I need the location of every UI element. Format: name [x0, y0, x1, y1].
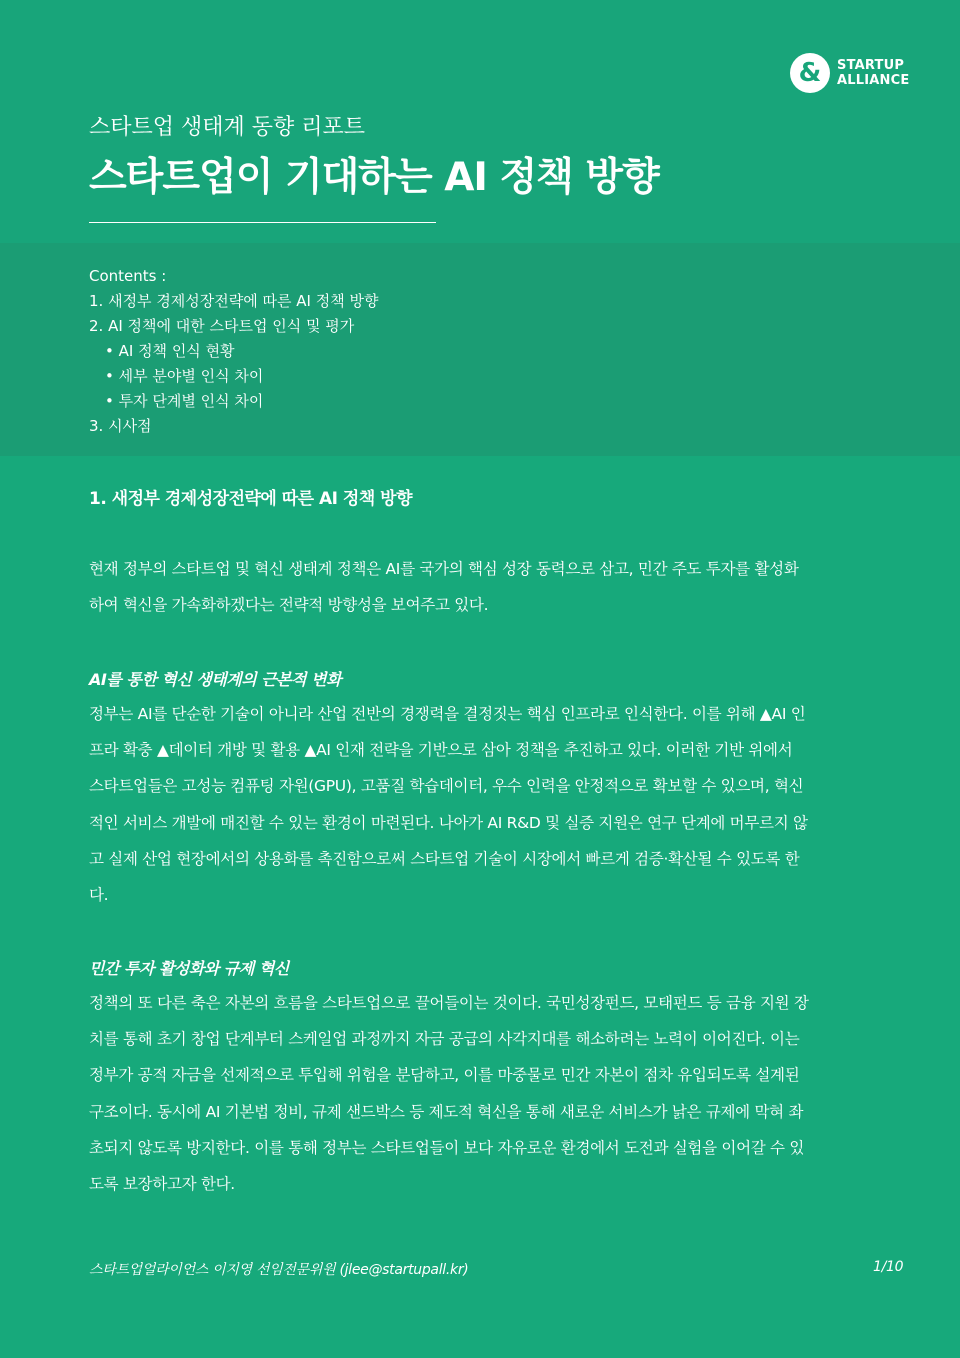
paragraph-line: 정부가 공적 자금을 선제적으로 투입해 위험을 분담하고, 이를 마중물로 민간 자본이 점차 유입되도록 설계된 [89, 1066, 800, 1085]
paragraph-line: 초되지 않도록 방지한다. 이를 통해 정부는 스타트업들이 보다 자유로운 환경에서 도전과 실험을 이어갈 수 있 [89, 1138, 805, 1157]
subsection-paragraph [89, 696, 889, 913]
paragraph-line: 고 실제 산업 현장에서의 상용화를 촉진함으로써 스타트업 기술이 시장에서 빠르게 검증·확산될 수 있도록 한 [89, 849, 800, 868]
report-subtitle: 스타트업 생태계 동향 리포트 [89, 115, 366, 140]
toc-subitem: • 세부 분야별 인식 차이 [105, 367, 264, 385]
paragraph-line: 정책의 또 다른 축은 자본의 흐름을 스타트업으로 끌어들이는 것이다. 국민성장펀드, 모태펀드 등 금융 지원 장 [89, 994, 809, 1012]
paragraph-line: 스타트업들은 고성능 컴퓨팅 자원(GPU), 고품질 학습데이터, 우수 인력을 안정적으로 확보할 수 있으며, 혁신 [89, 777, 804, 796]
toc-item: 1. 새정부 경제성장전략에 따른 AI 정책 방향 [89, 292, 379, 310]
contents-label: Contents : [89, 267, 167, 285]
toc-item: 3. 시사점 [89, 417, 152, 435]
toc-item: 2. AI 정책에 대한 스타트업 인식 및 평가 [89, 317, 355, 335]
paragraph-line: 하여 혁신을 가속화하겠다는 전략적 방향성을 보여주고 있다. [89, 596, 489, 615]
startup-alliance-logo [790, 53, 909, 93]
intro-paragraph [89, 551, 889, 623]
paragraph-line: 정부는 AI를 단순한 기술이 아니라 산업 전반의 경쟁력을 결정짓는 핵심 인프라로 인식한다. 이를 위해 ▲AI 인 [89, 705, 806, 723]
report-title: 스타트업이 기대하는 AI 정책 방향 [89, 155, 659, 200]
page-number: 1/10 [873, 1259, 904, 1275]
footer-author: 스타트업얼라이언스 이지영 선임전문위원 (jlee@startupall.kr) [89, 1262, 469, 1278]
toc-subitem: • 투자 단계별 인식 차이 [105, 392, 264, 410]
paragraph-line: 구조이다. 동시에 AI 기본법 정비, 규제 샌드박스 등 제도적 혁신을 통해 새로운 서비스가 낡은 규제에 막혀 좌 [89, 1102, 804, 1121]
subsection-paragraph [89, 985, 889, 1202]
paragraph-line: 도록 보장하고자 한다. [89, 1175, 235, 1194]
ampersand-logo-icon: & [790, 53, 830, 93]
title-divider [89, 222, 436, 223]
paragraph-line: 다. [89, 886, 109, 905]
paragraph-line: 치를 통해 초기 창업 단계부터 스케일업 과정까지 자금 공급의 사각지대를 해소하려는 노력이 이어진다. 이는 [89, 1030, 800, 1049]
paragraph-line: 현재 정부의 스타트업 및 혁신 생태계 정책은 AI를 국가의 핵심 성장 동력으로 삼고, 민간 주도 투자를 활성화 [89, 560, 799, 578]
table-of-contents [89, 264, 378, 439]
paragraph-line: 프라 확충 ▲데이터 개방 및 활용 ▲AI 인재 전략을 기반으로 삼아 정책을 추진하고 있다. 이러한 기반 위에서 [89, 741, 793, 760]
paragraph-line: 적인 서비스 개발에 매진할 수 있는 환경이 마련된다. 나아가 AI R&D 및 실증 지원은 연구 단계에 머무르지 않 [89, 813, 808, 832]
subsection-heading: 민간 투자 활성화와 규제 혁신 [89, 959, 289, 978]
section-heading: 1. 새정부 경제성장전략에 따른 AI 정책 방향 [89, 489, 413, 509]
subsection-heading: AI를 통한 혁신 생태계의 근본적 변화 [89, 670, 342, 689]
logo-text: STARTUP ALLIANCE [837, 58, 910, 88]
toc-subitem: • AI 정책 인식 현황 [105, 342, 235, 360]
